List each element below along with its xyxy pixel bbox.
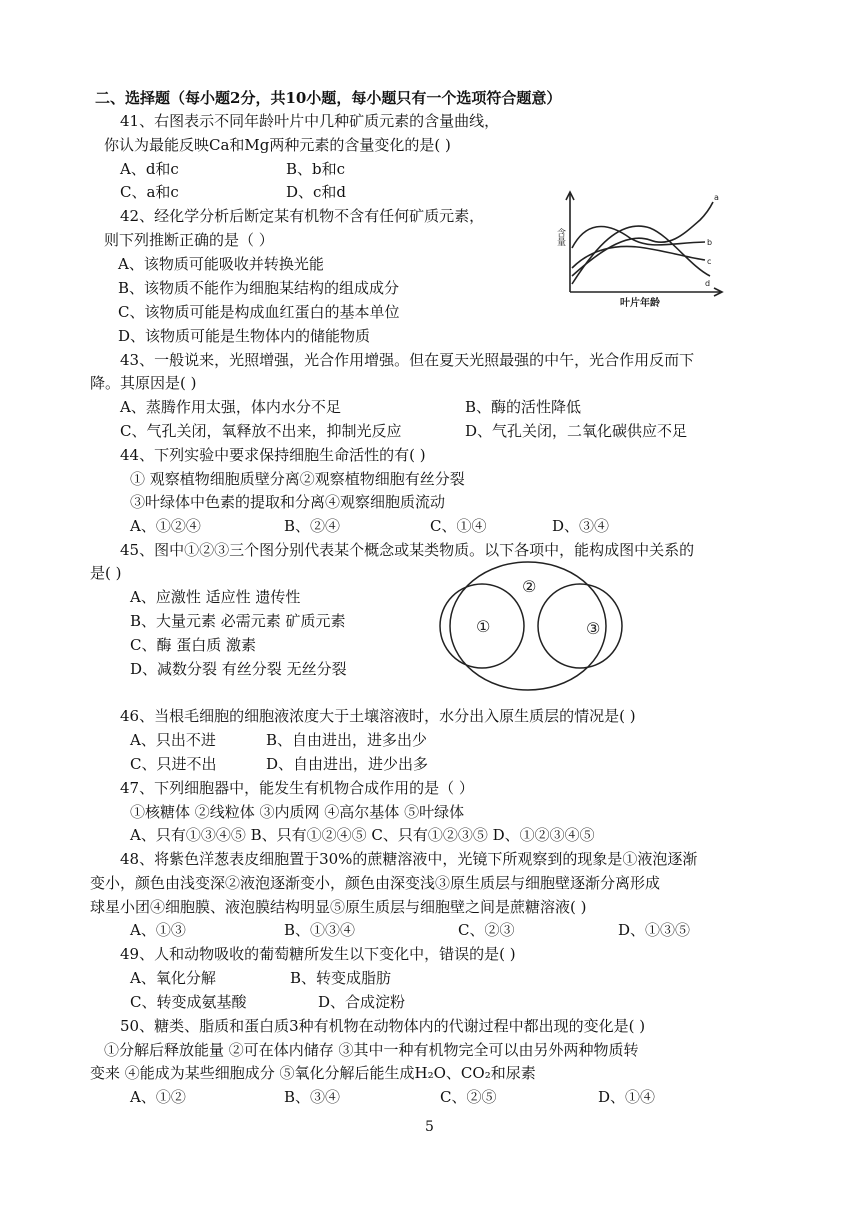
- q45-option-b: B、大量元素 必需元素 矿质元素: [130, 612, 346, 630]
- series-label-c: c: [707, 257, 712, 266]
- q42-option-d: D、该物质可能是生物体内的储能物质: [118, 327, 371, 345]
- q41-stem-1: 41、右图表示不同年龄叶片中几种矿质元素的含量曲线，: [120, 112, 500, 130]
- q47-options: A、只有①③④⑤ B、只有①②④⑤ C、只有①②③⑤ D、①②③④⑤: [130, 826, 595, 844]
- q41-option-b: B、b和c: [286, 160, 346, 178]
- q45-option-d: D、减数分裂 有丝分裂 无丝分裂: [130, 660, 347, 678]
- q41-stem-2: 你认为最能反映Ca和Mg两种元素的含量变化的是( ): [104, 136, 451, 154]
- q45-concept-diagram: [428, 560, 658, 695]
- label-3: ③: [586, 619, 601, 638]
- q45-option-a: A、应激性 适应性 遗传性: [130, 588, 301, 606]
- x-axis-label: 叶片年龄: [620, 298, 660, 309]
- q47-stem-1: 47、下列细胞器中，能发生有机物合成作用的是（ ）: [120, 779, 474, 797]
- q42-option-a: A、该物质可能吸收并转换光能: [118, 255, 324, 273]
- q50-option-b: B、③④: [284, 1088, 341, 1106]
- q46-option-c: C、只进不出: [130, 755, 217, 773]
- q46-stem: 46、当根毛细胞的细胞液浓度大于土壤溶液时，水分出入原生质层的情况是( ): [120, 707, 636, 725]
- q42-stem-1: 42、经化学分析后断定某有机物不含有任何矿质元素，: [120, 207, 485, 225]
- q41-option-c: C、a和c: [120, 183, 179, 201]
- q44-option-c: C、①④: [430, 517, 487, 535]
- q48-option-d: D、①③⑤: [618, 921, 691, 939]
- q43-stem-1: 43、一般说来，光照增强，光合作用增强。但在夏天光照最强的中午，光合作用反而下: [120, 351, 695, 369]
- q43-option-b: B、酶的活性降低: [465, 398, 582, 416]
- q42-stem-2: 则下列推断正确的是（ ）: [104, 231, 274, 249]
- q42-option-b: B、该物质不能作为细胞某结构的组成成分: [118, 279, 400, 297]
- q41-mineral-chart: [550, 188, 730, 313]
- q48-option-a: A、①③: [130, 921, 186, 939]
- q50-stem-2: ①分解后释放能量 ②可在体内储存 ③其中一种有机物完全可以由另外两种物质转: [104, 1041, 639, 1059]
- q48-option-b: B、①③④: [284, 921, 356, 939]
- q50-option-a: A、①②: [130, 1088, 186, 1106]
- label-2: ②: [522, 577, 537, 596]
- q44-option-b: B、②④: [284, 517, 341, 535]
- series-label-d: d: [705, 279, 711, 288]
- q49-option-c: C、转变成氨基酸: [130, 993, 247, 1011]
- q43-option-d: D、气孔关闭，二氧化碳供应不足: [465, 422, 688, 440]
- page-number: 5: [425, 1119, 434, 1135]
- q43-option-a: A、蒸腾作用太强，体内水分不足: [120, 398, 341, 416]
- q45-stem-1: 45、图中①②③三个图分别代表某个概念或某类物质。以下各项中，能构成图中关系的: [120, 541, 695, 559]
- curve-d: [572, 226, 713, 284]
- q43-stem-2: 降。其原因是( ): [90, 374, 197, 392]
- q43-option-c: C、气孔关闭，氧释放不出来，抑制光反应: [120, 422, 402, 440]
- q44-option-d: D、③④: [552, 517, 610, 535]
- q44-stem-3: ③叶绿体中色素的提取和分离④观察细胞质流动: [130, 493, 446, 511]
- q49-option-d: D、合成淀粉: [318, 993, 406, 1011]
- q47-stem-2: ①核糖体 ②线粒体 ③内质网 ④高尔基体 ⑤叶绿体: [130, 803, 465, 821]
- q44-stem-2: ① 观察植物细胞质壁分离②观察植物细胞有丝分裂: [130, 470, 465, 488]
- q48-stem-2: 变小，颜色由浅变深②液泡逐渐变小，颜色由深变浅③原生质层与细胞壁逐渐分离形成: [90, 874, 661, 892]
- q41-option-d: D、c和d: [286, 183, 347, 201]
- series-label-a: a: [714, 193, 719, 202]
- q49-option-b: B、转变成脂肪: [290, 969, 392, 987]
- q45-option-c: C、酶 蛋白质 激素: [130, 636, 257, 654]
- q46-option-b: B、自由进出，进多出少: [266, 731, 428, 749]
- q49-option-a: A、氧化分解: [130, 969, 216, 987]
- q41-option-a: A、d和c: [120, 160, 179, 178]
- q42-option-c: C、该物质可能是构成血红蛋白的基本单位: [118, 303, 400, 321]
- q50-stem-1: 50、糖类、脂质和蛋白质3种有机物在动物体内的代谢过程中都出现的变化是( ): [120, 1017, 646, 1035]
- q46-option-a: A、只出不进: [130, 731, 216, 749]
- q44-option-a: A、①②④: [130, 517, 201, 535]
- y-axis-label: 含量: [555, 228, 565, 246]
- q46-option-d: D、自由进出，进少出多: [266, 755, 429, 773]
- q50-stem-3: 变来 ④能成为某些细胞成分 ⑤氧化分解后能生成H₂O、CO₂和尿素: [90, 1064, 536, 1082]
- label-1: ①: [476, 617, 491, 636]
- curve-a: [572, 202, 713, 276]
- q48-stem-1: 48、将紫色洋葱表皮细胞置于30%的蔗糖溶液中，光镜下所观察到的现象是①液泡逐渐: [120, 850, 698, 868]
- q44-stem-1: 44、下列实验中要求保持细胞生命活性的有( ): [120, 446, 426, 464]
- q49-stem: 49、人和动物吸收的葡萄糖所发生以下变化中，错误的是( ): [120, 945, 516, 963]
- q50-option-c: C、②⑤: [440, 1088, 497, 1106]
- section-title: 二、选择题（每小题2分，共10小题，每小题只有一个选项符合题意）: [95, 89, 562, 107]
- q50-option-d: D、①④: [598, 1088, 656, 1106]
- q48-stem-3: 球星小团④细胞膜、液泡膜结构明显⑤原生质层与细胞壁之间是蔗糖溶液( ): [90, 898, 587, 916]
- circle-3: [538, 584, 622, 668]
- series-label-b: b: [707, 238, 713, 247]
- curve-b: [572, 227, 705, 248]
- q48-option-c: C、②③: [458, 921, 515, 939]
- q45-stem-2: 是( ): [90, 564, 122, 582]
